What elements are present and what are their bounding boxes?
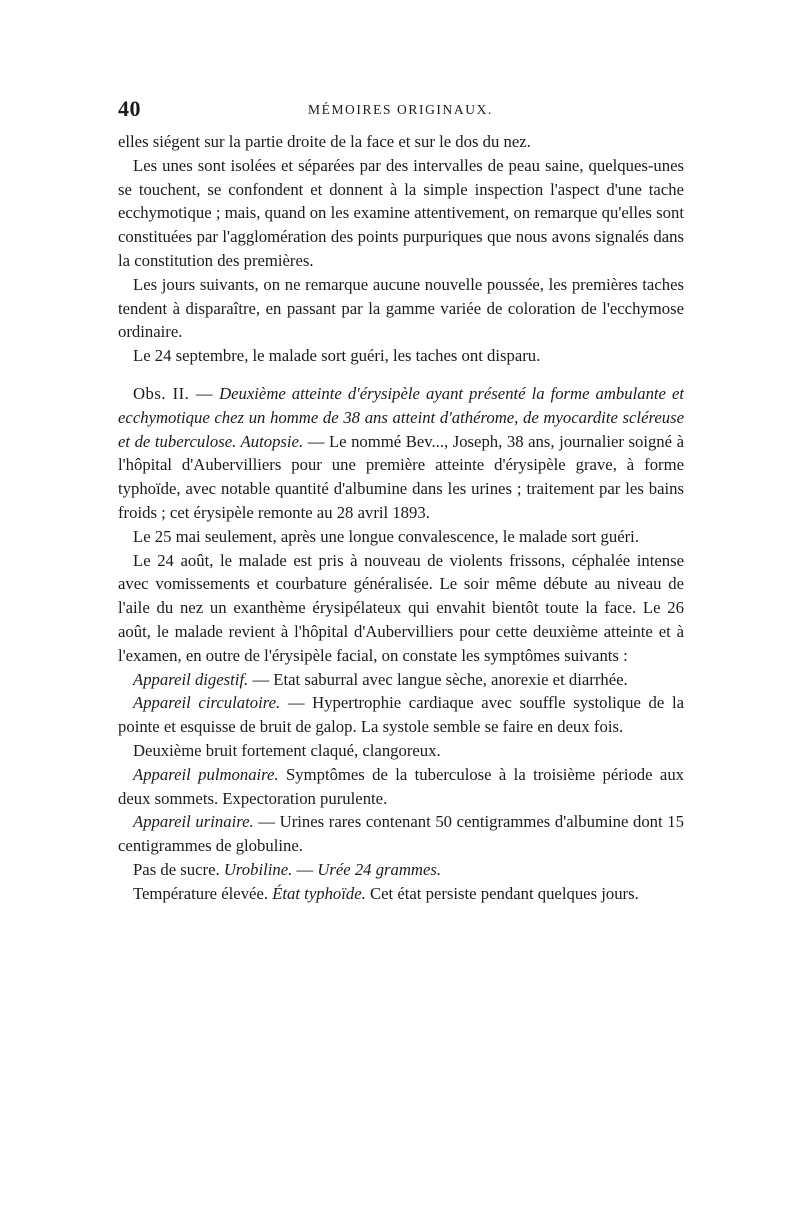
temperature-text-2: Cet état persiste pendant quelques jours. — [365, 883, 639, 903]
paragraph-convalescence: Le 25 mai seulement, après une longue convalescence, le malade sort guéri. — [133, 526, 639, 546]
observation-dash: — — [307, 431, 325, 451]
sucre-text: Pas de sucre. — [133, 859, 224, 879]
running-title: MÉMOIRES ORIGINAUX. — [308, 102, 493, 117]
paragraph-urinaire — [118, 810, 684, 858]
observation-intro: Le nommé Bev..., Joseph, 38 ans, journalier soigné à l'hôpital d'Aubervilliers pour une première atteinte d'érysipèle grave, à forme typhoïde, avec notable quantité d'albumine dans les urines ; traitement par les bains froids ; cet érysipèle remonte au 28 avril 1893. — [118, 431, 685, 522]
paragraph-pulmonaire — [118, 763, 684, 811]
paragraph-3: Les jours suivants, on ne remarque aucune nouvelle poussée, les premières taches tendent à disparaître, en passant par la gamme variée de coloration de l'ecchymose ordinaire. — [118, 274, 684, 342]
circulatoire-text: — Hypertrophie cardiaque avec souffle systolique de la pointe et esquisse de bruit de galop. La systole semble se faire en deux fois. — [118, 693, 684, 737]
pulmonaire-label: Appareil pulmonaire. — [133, 764, 279, 784]
paragraph-digestif — [118, 668, 684, 692]
observation-heading — [118, 382, 684, 525]
circulatoire-label: Appareil circulatoire. — [133, 693, 281, 713]
paragraph-temperature — [118, 882, 684, 906]
observation-title: Deuxième atteinte d'érysipèle ayant présenté la forme ambulante et ecchymotique chez un homme de 38 ans atteint d'athérome, de myocardite scléreuse et de tuberculose. Autopsie. — [118, 383, 684, 451]
paragraph-4: Le 24 septembre, le malade sort guéri, les taches ont disparu. — [133, 346, 541, 366]
paragraph-deuxieme-bruit: Deuxième bruit fortement claqué, clangoreux. — [133, 740, 441, 760]
body-text — [118, 130, 684, 906]
digestif-label: Appareil digestif. — [133, 669, 249, 689]
paragraph-sucre — [118, 858, 684, 882]
temperature-text-1: Température élevée. — [133, 883, 273, 903]
page-number: 40 — [118, 96, 141, 121]
urobiline-label: Urobiline. — [223, 859, 293, 879]
pulmonaire-text: Symptômes de la tuberculose à la troisième période aux deux sommets. Expectoration purulente. — [118, 764, 685, 808]
page-header — [118, 96, 684, 124]
paragraph-circulatoire — [118, 691, 684, 739]
urinaire-label: Appareil urinaire. — [133, 812, 254, 832]
uree-label: Urée 24 grammes. — [317, 859, 442, 879]
urinaire-text: — Urines rares contenant 50 centigrammes d'albumine dont 15 centigrammes de globuline. — [118, 812, 684, 856]
observation-label: Obs. II. — — [133, 383, 214, 403]
paragraph-2: Les unes sont isolées et séparées par des intervalles de peau saine, quelques-unes se touchent, se confondent et donnent à la simple inspection l'aspect d'une tache ecchymotique ; mais, quand on les examine attentivement, on remarque qu'elles sont constituées par l'agglomération des points purpuriques que nous avons signalés dans la constitution des premières. — [118, 155, 684, 270]
etat-typhoide-label: État typhoïde. — [272, 883, 366, 903]
sucre-dash: — — [292, 859, 318, 879]
paragraph-1: elles siégent sur la partie droite de la face et sur le dos du nez. — [118, 132, 531, 151]
digestif-text: — Etat saburral avec langue sèche, anorexie et diarrhée. — [248, 669, 628, 689]
paragraph-relapse: Le 24 août, le malade est pris à nouveau de violents frissons, céphalée intense avec vomissements et courbature généralisée. Le soir même débute au niveau de l'aile du nez un exanthème érysipélateux qui envahit bientôt toute la face. Le 26 août, le malade revient à l'hôpital d'Aubervilliers pour cette deuxième atteinte et à l'examen, en outre de l'érysipèle facial, on constate les symptômes suivants : — [118, 550, 684, 665]
